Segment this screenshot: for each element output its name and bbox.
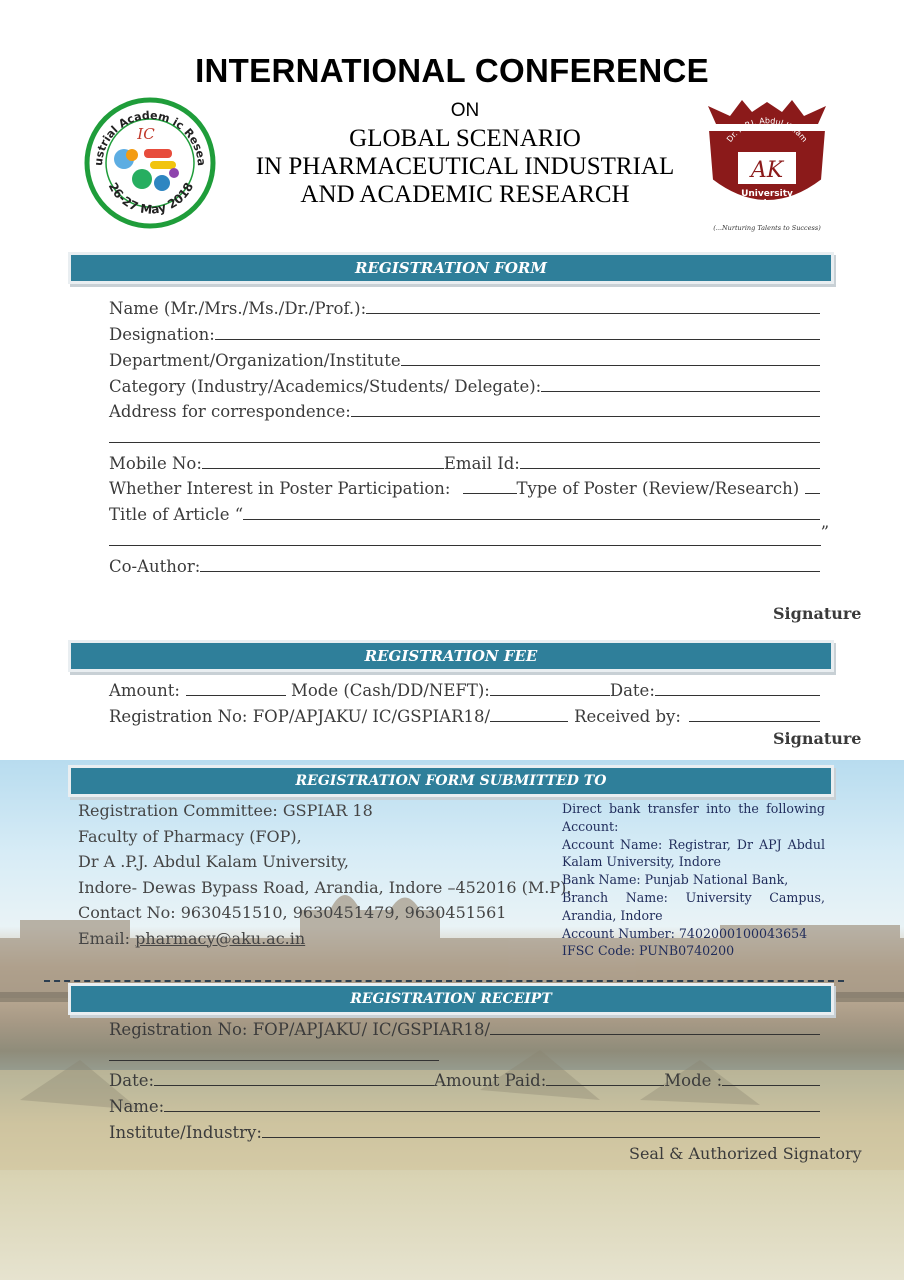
section-title: REGISTRATION RECEIPT: [350, 991, 552, 1007]
received-by-label: Received by:: [574, 707, 681, 726]
conference-on: ON: [450, 100, 480, 121]
receipt-reg-no-line-2[interactable]: [109, 1041, 439, 1065]
logo-letters: IC: [137, 125, 155, 143]
email-line: Email: pharmacy@aku.ac.in: [78, 928, 306, 948]
address-line: Faculty of Pharmacy (FOP),: [78, 826, 302, 846]
university-letters: AK: [750, 158, 784, 183]
section-receipt: [68, 983, 834, 1015]
logo-date: 26-27 May 2018: [105, 180, 197, 217]
cut-line: [44, 980, 844, 982]
field-category[interactable]: Category (Industry/Academics/Students/ Delegate):: [109, 372, 820, 396]
logo-ring-text: ustrial Academ ic Resea: [91, 108, 209, 167]
signature-label: Signature: [773, 604, 862, 623]
receipt-row-date[interactable]: [109, 1066, 820, 1090]
date-label: Date:: [609, 681, 655, 700]
amount-label: Amount:: [109, 681, 180, 700]
fee-row-2[interactable]: [109, 702, 820, 726]
address-block: [78, 798, 571, 951]
mode-label: Mode (Cash/DD/NEFT):: [290, 681, 490, 700]
receipt-reg-no[interactable]: Registration No: FOP/APJAKU/ IC/GSPIAR18/: [109, 1015, 820, 1039]
poster-label: Whether Interest in Poster Participation:: [109, 479, 451, 498]
fee-row-1[interactable]: [109, 676, 820, 700]
field-department[interactable]: Department/Organization/Institute: [109, 346, 820, 370]
field-address[interactable]: Address for correspondence:: [109, 397, 820, 421]
section-title: REGISTRATION FORM SUBMITTED TO: [295, 773, 607, 789]
section-title: REGISTRATION FEE: [364, 647, 538, 665]
field-name[interactable]: Name (Mr./Mrs./Ms./Dr./Prof.):: [109, 294, 820, 318]
bank-line: Branch Name: University Campus, Arandia, Indore: [562, 889, 825, 923]
address-line: Indore- Dewas Bypass Road, Arandia, Indore –452016 (M.P).: [78, 877, 572, 897]
field-title-line-2[interactable]: ”: [109, 526, 829, 550]
bank-line: IFSC Code: PUNB0740200: [562, 943, 735, 959]
section-registration-fee: [68, 640, 834, 672]
university-logo: [700, 100, 834, 234]
fee-signature-label: Signature: [773, 729, 862, 748]
university-arc-text: Dr. A.P.J. Abdul Kalam: [724, 116, 810, 144]
receipt-amount-label: Amount Paid:: [434, 1071, 547, 1090]
section-registration-form: [68, 252, 834, 284]
bank-details: [562, 800, 825, 960]
subtitle-line-3: AND ACADEMIC RESEARCH: [300, 181, 630, 208]
receipt-mode-label: Mode :: [664, 1071, 723, 1090]
field-coauthor[interactable]: Co-Author:: [109, 552, 820, 576]
conference-title: INTERNATIONAL CONFERENCE: [195, 52, 709, 89]
university-tagline: (...Nurturing Talents to Success): [713, 224, 821, 232]
seal-signatory-label: Seal & Authorized Signatory: [629, 1144, 862, 1163]
email-link[interactable]: pharmacy@aku.ac.in: [135, 928, 306, 948]
address-line: Contact No: 9630451510, 9630451479, 9630451561: [78, 903, 507, 922]
section-submitted-to: [68, 765, 834, 797]
university-name-2: Indore: [750, 199, 784, 209]
mobile-label: Mobile No:: [109, 454, 202, 473]
bank-line: Bank Name: Punjab National Bank,: [562, 872, 789, 888]
address-line: Dr A .P.J. Abdul Kalam University,: [78, 852, 350, 871]
subtitle-line-1: GLOBAL SCENARIO: [349, 125, 581, 152]
receipt-date-label: Date:: [109, 1071, 155, 1090]
reg-no-label: Registration No: FOP/APJAKU/ IC/GSPIAR18/: [109, 707, 491, 726]
receipt-name[interactable]: Name:: [109, 1092, 820, 1116]
section-title: REGISTRATION FORM: [355, 259, 547, 277]
conference-logo: [84, 97, 216, 229]
bank-line: Account Name: Registrar, Dr APJ Abdul Kalam University, Indore: [562, 836, 825, 870]
field-address-line-2[interactable]: [109, 423, 820, 447]
field-poster[interactable]: [109, 474, 820, 498]
poster-type-label: Type of Poster (Review/Research): [516, 479, 800, 498]
bank-line: Direct bank transfer into the following Account:: [562, 801, 825, 834]
university-name-1: University: [741, 189, 793, 199]
field-mobile-email[interactable]: [109, 449, 820, 473]
receipt-institute[interactable]: Institute/Industry:: [109, 1118, 820, 1142]
bank-line: Account Number: 7402000100043654: [562, 925, 808, 941]
field-designation[interactable]: Designation:: [109, 320, 820, 344]
address-line: Registration Committee: GSPIAR 18: [78, 801, 373, 820]
email-label: Email Id:: [443, 454, 520, 473]
subtitle-line-2: IN PHARMACEUTICAL INDUSTRIAL: [255, 153, 675, 180]
field-title[interactable]: Title of Article “: [109, 500, 820, 524]
